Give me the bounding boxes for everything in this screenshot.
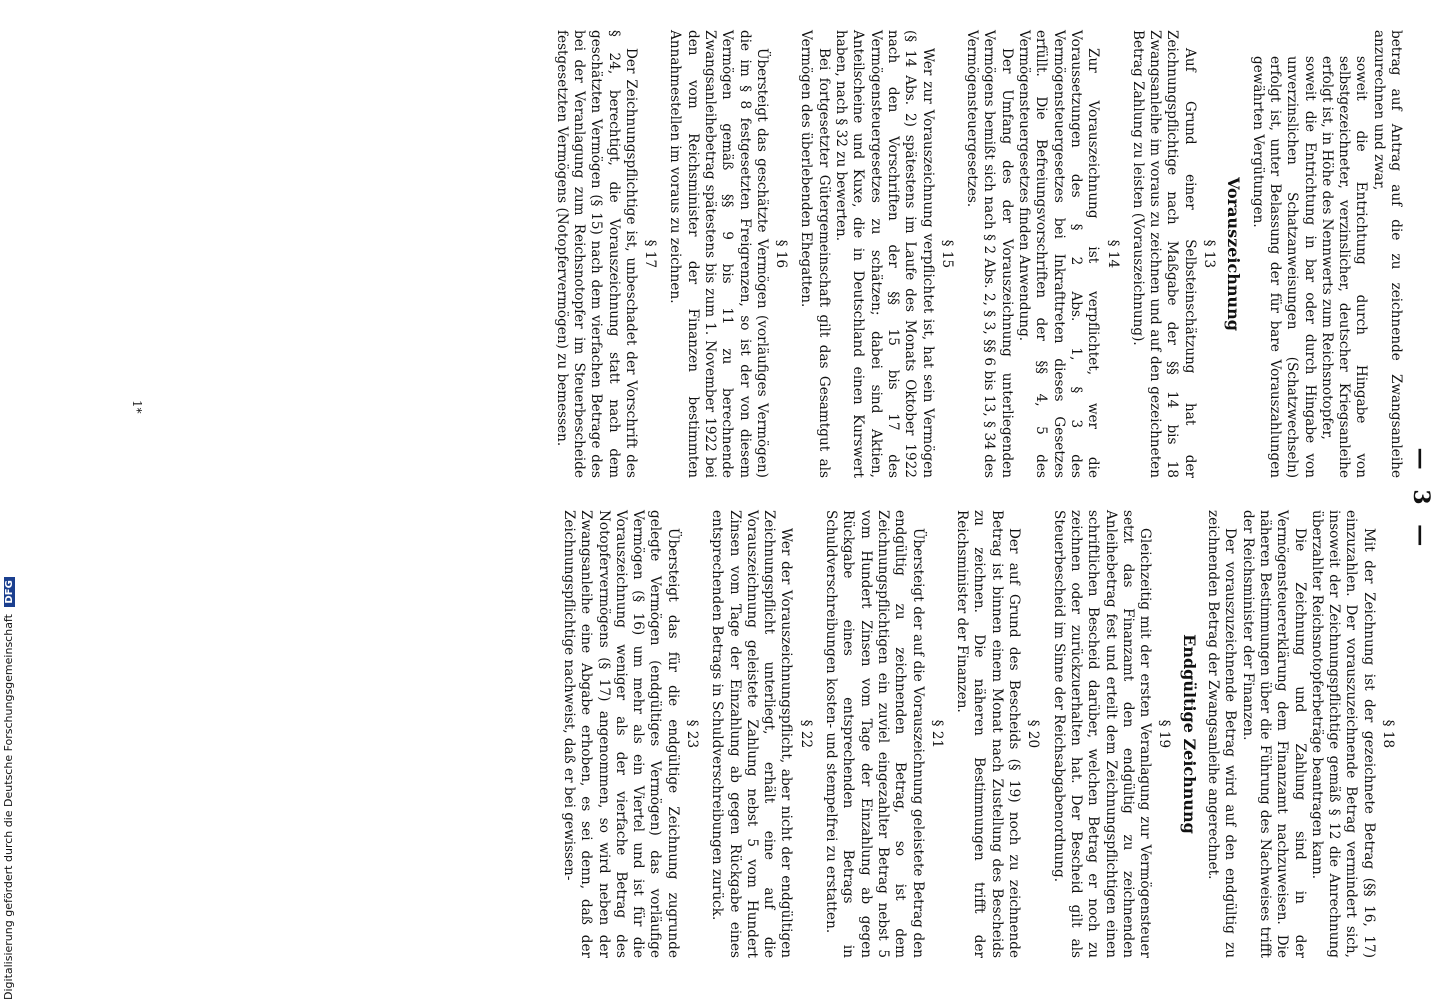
section-heading: § 18 (1380, 719, 1396, 749)
section-text: Wer der Vorauszeichnungspflicht, aber nicht der endgültigen Zeichnungspflicht unterliegt, erhält eine auf die Vorauszeichnung geleistete Zahlung nebst 5 vom Hundert Zinsen vom Tage der Einzahlung ab gegen Rückgabe eines entsprechenden Betrags in Schuldverschreibungen zurück. (709, 510, 795, 958)
section-heading: § 13 (1201, 239, 1218, 269)
section-text: Übersteigt das für die endgültige Zeichnung zugrunde gelegte Vermögen (endgültiges Vermögen) das vorläufige Vermögen (§ 16) um mehr als ein Viertel und ist für die Vorauszeichnung weniger als der vierfache Betrag des Notopfervermögens (§ 17) angenommen, so wird neben der Zwangsanleihe eine Abgabe erhoben, es sei denn, daß der Zeichnungspflichtige nachweist, daß er bei gewissen- (560, 510, 681, 958)
section-text: Der vorauszuzeichnende Betrag wird auf den endgültig zu zeichnenden Betrag der Zwangsanleihe angerechnet. (1205, 510, 1239, 958)
section-text: Übersteigt das geschätzte Vermögen (vorläufiges Vermögen) die im § 8 festgesetzten Freigrenzen, so ist der von diesem Vermögen gemäß §§ 9 bis 11 zu berechnende Zwangsanleihebetrag spätestens bis zum 1. November 1922 bei den vom Reichsminister der Finanzen bestimmten Annahmestellen im voraus zu zeichnen. (667, 30, 770, 478)
section-text: Mit der Zeichnung ist der gezeichnete Betrag (§§ 16, 17) einzuzahlen. Der vorauszuzeichnende Betrag vermindert sich, insoweit der Zeichnungspflichtige gemäß § 12 die Anrechnung überzahlter Reichsnotopferbeträge beantragen kann. (1308, 510, 1377, 958)
section-text: Übersteigt der auf die Vorauszeichnung geleistete Betrag den endgültig zu zeichnenden Betrag, so ist dem Zeichnungspflichtigen ein zuviel eingezahlter Betrag nebst 5 vom Hundert Zinsen vom Tage der Einzahlung ab gegen Rückgabe eines entsprechenden Betrags in Schuldverschreibungen kosten- und stempelfrei zu erstatten. (823, 510, 926, 958)
intro-item: soweit die Entrichtung durch Hingabe von selbstgezeichneter, verzinslicher, deutscher Kriegsanleihe erfolgt ist, in Höhe des Nennwerts zum Reichsnotopfer, (1318, 56, 1370, 478)
section-heading: § 14 (1104, 239, 1121, 269)
section-text: Der Umfang des der Vorauszeichnung unterliegenden Vermögens bemißt sich nach § 2 Abs. 2, § 3, §§ 6 bis 13, § 34 des Vermögensteuergesetzes. (964, 30, 1015, 478)
section-text: Die Zeichnung und Zahlung sind in der Vermögensteuererklärung dem Finanzamt nachzuweisen. Die näheren Bestimmungen über die Führung des Nachweises trifft der Reichsminister der Finanzen. (1239, 510, 1308, 958)
section-heading: § 21 (928, 719, 945, 749)
section-text: Der auf Grund des Bescheids (§ 19) noch zu zeichnende Betrag ist binnen einem Monat nach Zustellung des Bescheids zu zeichnen. Die näheren Bestimmungen trifft der Reichsminister der Finanzen. (954, 510, 1023, 958)
part-title-endgueltige-zeichnung: Endgültige Zeichnung (1179, 634, 1199, 834)
right-column (560, 510, 1404, 958)
left-column (552, 30, 1404, 478)
footnote-mark: 1* (130, 400, 144, 414)
section-text: Wer zur Vorauszeichnung verpflichtet ist, hat sein Vermögen (§ 14 Abs. 2) spätestens im Laufe des Monats Oktober 1922 nach den Vorschriften der §§ 15 bis 17 des Vermögensteuergesetzes zu schätzen; dabei sind Aktien, Anteilscheine und Kuxe, die in Deutschland einen Kurswert haben, nach § 32 zu bewerten. (833, 30, 936, 478)
section-text: Der Zeichnungspflichtige ist, unbeschadet der Vorschrift des § 24, berechtigt, die Vorauszeichnung statt nach dem geschätzten Vermögen (§ 15) nach dem vierfachen Betrage des bei der Veranlagung zum Reichsnotopfer im Steuerbescheide festgesetzten Vermögens (Notopfervermögen) zu bemessen. (553, 30, 639, 478)
part-title-vorauszeichnung: Vorauszeichnung (1224, 177, 1244, 331)
section-heading: § 22 (797, 719, 814, 749)
section-heading: § 23 (684, 719, 701, 749)
section-heading: § 19 (1156, 719, 1173, 749)
digitization-footer (0, 0, 26, 1000)
intro-text: betrag auf Antrag auf die zu zeichnende Zwangsanleihe anzurechnen und zwar, (1370, 30, 1404, 478)
section-heading: § 20 (1025, 719, 1042, 749)
section-text: Bei fortgesetzter Gütergemeinschaft gilt das Gesamtgut als Vermögen des überlebenden Ehegatten. (798, 30, 832, 478)
section-text: Auf Grund einer Selbsteinschätzung hat der Zeichnungspflichtige nach Maßgabe der §§ 14 bis 18 Zwangsanleihe im voraus zu zeichnen und auf den gezeichneten Betrag Zahlung zu leisten (Vorauszeichnung). (1129, 30, 1198, 478)
section-heading: § 15 (938, 239, 955, 269)
dfg-logo-icon: DFG (4, 577, 15, 606)
section-text: Gleichzeitig mit der ersten Veranlagung zur Vermögensteuer setzt das Finanzamt den endgültig zu zeichnenden Anleihebetrag fest und erteilt dem Zeichnungspflichtigen einen schriftlichen Bescheid darüber, welchen Betrag er noch zu zeichnen oder zurückzuerhalten hat. Der Bescheid gilt als Steuerbescheid im Sinne der Reichsabgabenordnung. (1050, 510, 1154, 958)
section-heading: § 17 (642, 239, 659, 269)
footer-text: Digitalisierung gefördert durch die Deutsche Forschungsgemeinschaft (2, 614, 15, 1000)
section-text: Zur Vorauszeichnung ist verpflichtet, wer die Voraussetzungen des § 2 Abs. 1, § 3 des Vermögensteuergesetzes bei Inkrafttreten dieses Gesetzes erfüllt. Die Befreiungsvorschriften der §§ 4, 5 des Vermögensteuergesetzes finden Anwendung. (1016, 30, 1102, 478)
intro-item: soweit die Entrichtung in bar oder durch Hingabe von unverzinslichen Schatzanweisungen (Schatzwechseln) erfolgt ist, unter Belassung der für bare Vorauszahlungen gewährten Vergütungen. (1249, 56, 1318, 478)
page-number: — 3 — (1408, 447, 1434, 553)
section-heading: § 16 (773, 239, 790, 269)
